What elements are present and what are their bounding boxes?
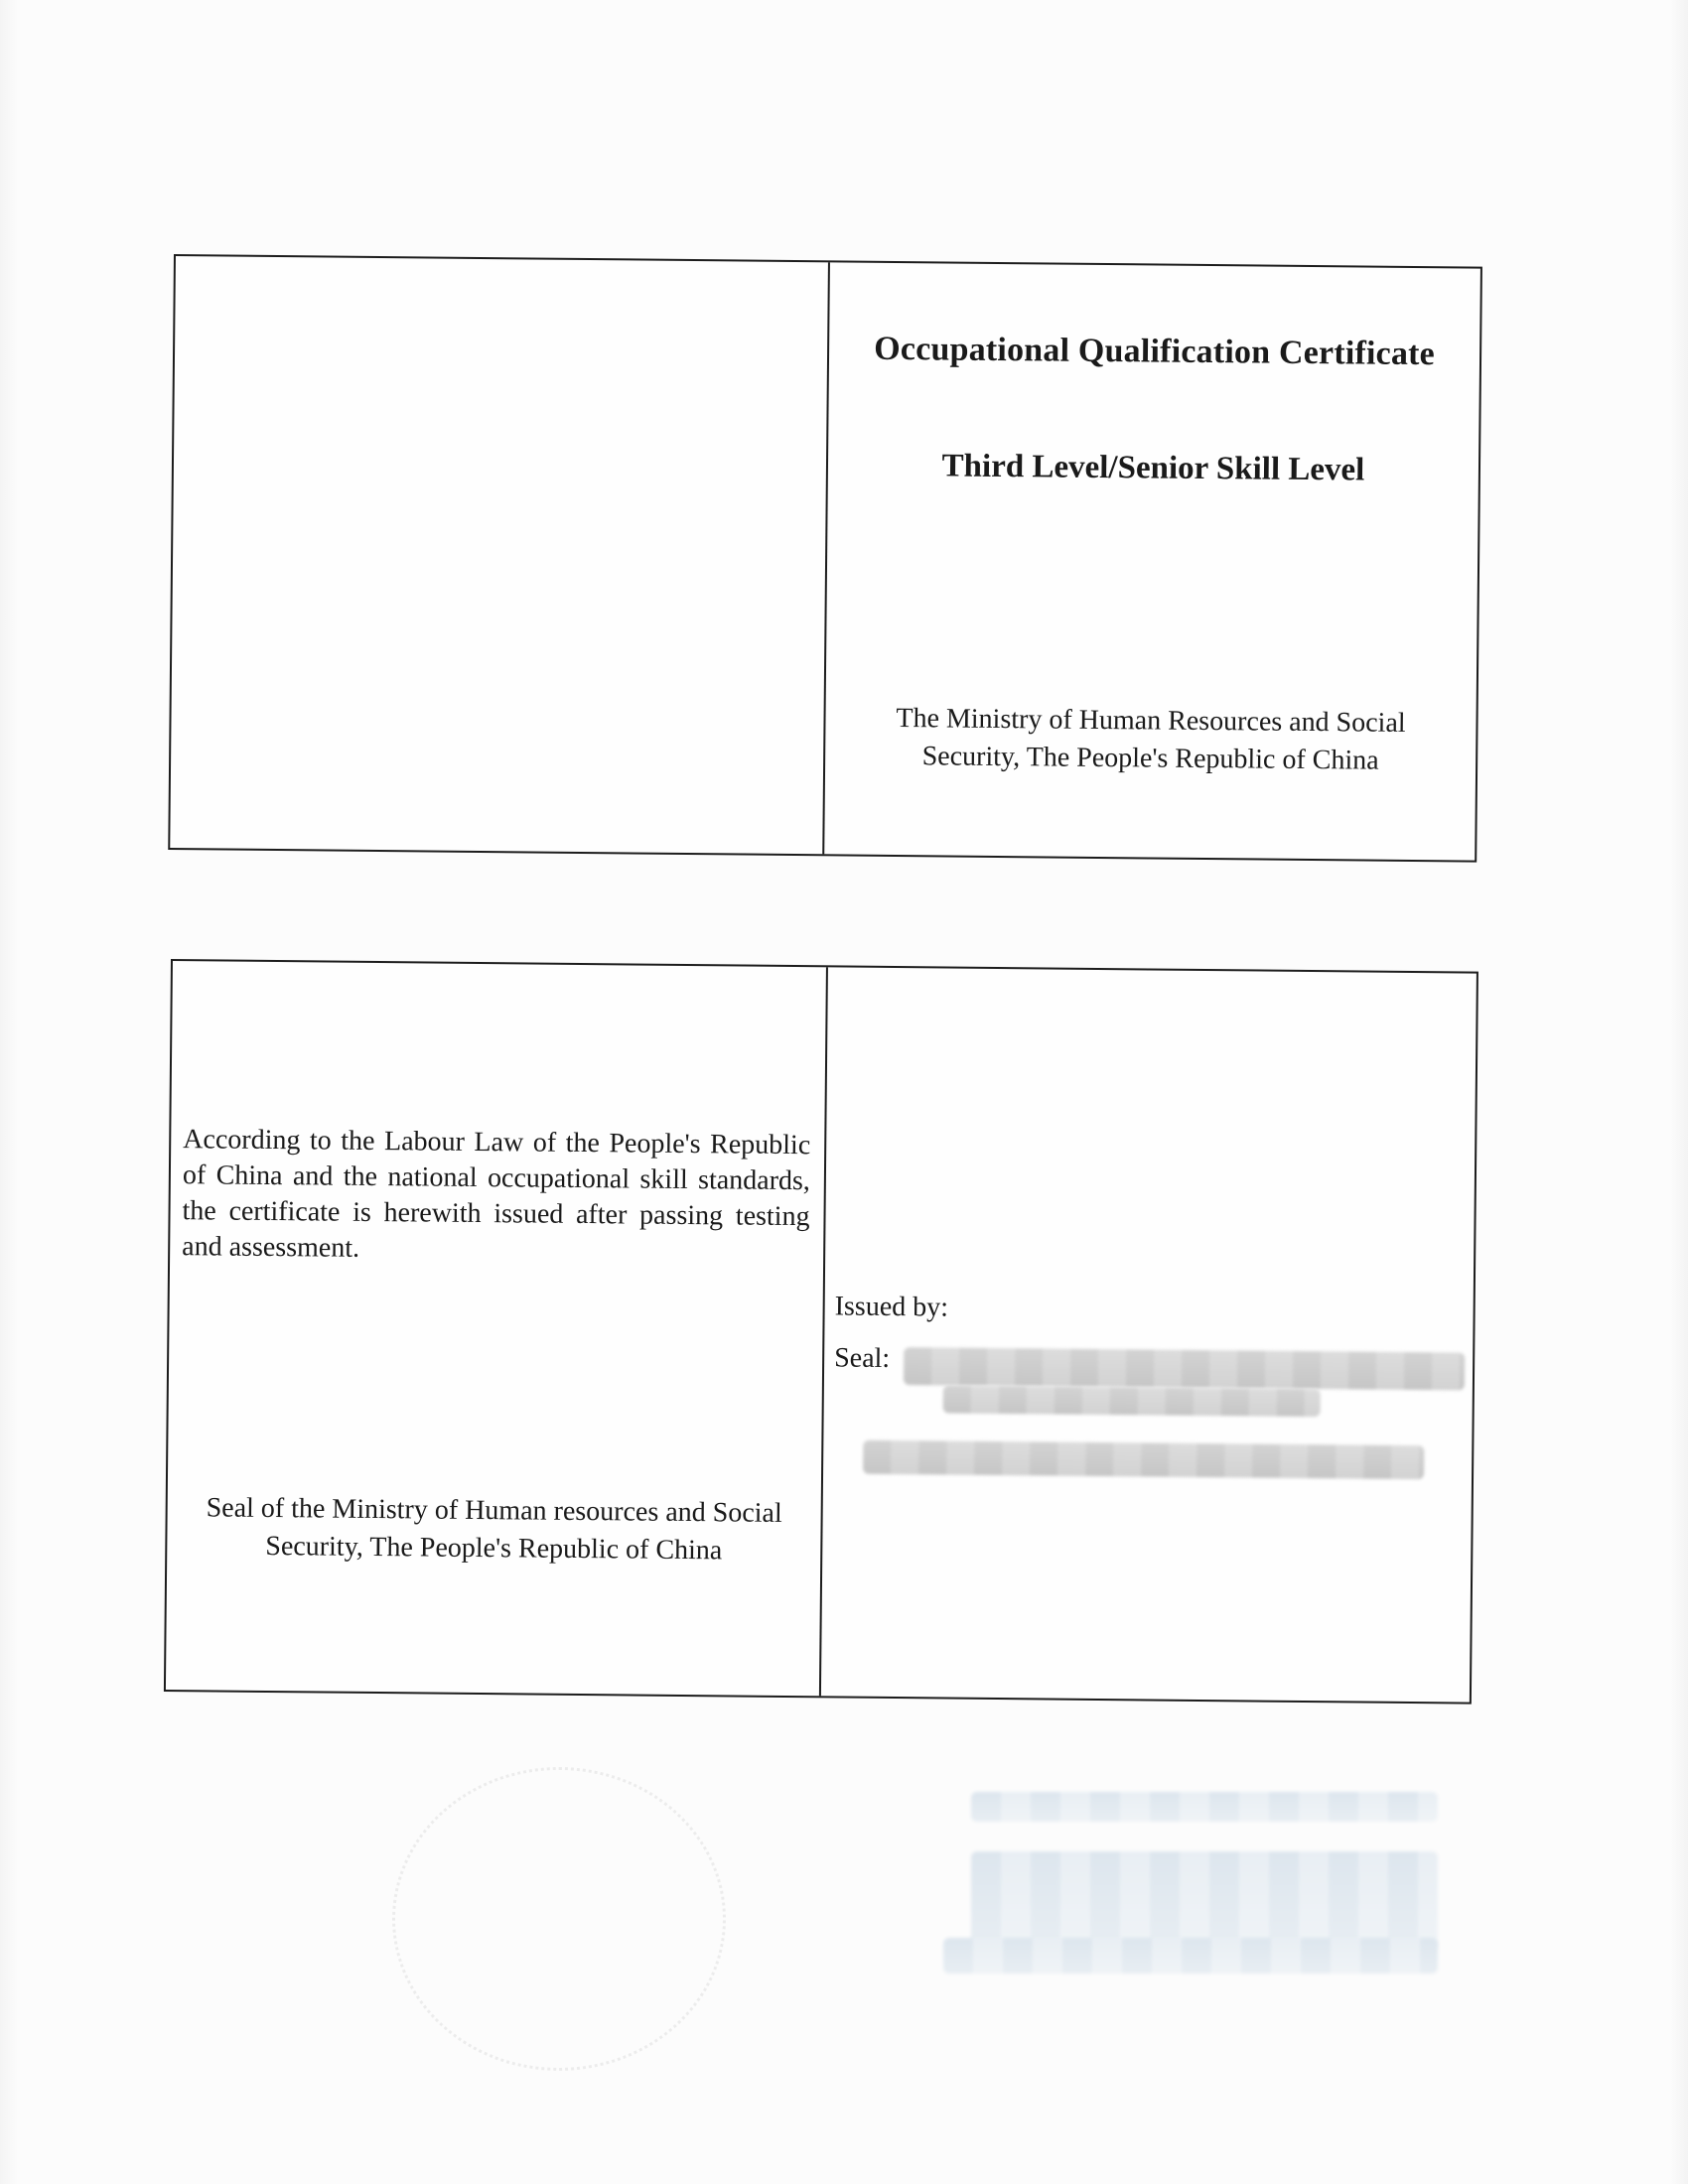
certificate-cover-card [168,254,1482,863]
certificate-title: Occupational Qualification Certificate [874,330,1436,373]
inner-right-panel [821,967,1477,1702]
cover-right-panel [824,262,1480,860]
cover-left-panel [170,256,828,854]
redacted-translator-stamp-line2 [971,1851,1438,1951]
redacted-translator-stamp-line1 [971,1792,1438,1822]
ministry-seal-caption: Seal of the Ministry of Human resources and Social Security, The People's Republic of China [206,1492,782,1567]
certificate-inner-card [164,959,1478,1705]
seal-label: Seal: [834,1342,891,1374]
scan-edge-right [1670,0,1688,2184]
issuing-authority: The Ministry of Human Resources and Social Security, The People's Republic of China [896,703,1406,776]
scan-edge-left [0,0,18,2184]
redacted-seal-name-line2 [943,1385,1321,1417]
redacted-seal-name [904,1347,1465,1390]
certificate-level: Third Level/Senior Skill Level [941,448,1365,488]
redacted-translator-stamp-line3 [943,1938,1438,1974]
faint-circular-stamp [392,1767,726,2071]
issued-by-label: Issued by: [834,1291,949,1323]
law-statement: According to the Labour Law of the People's Republic of China and the national occupational skill standards, the certificate is herewith issued after passing testing and assessment. [182,1124,811,1264]
inner-left-panel [166,961,826,1696]
redacted-seal-org [863,1440,1424,1479]
